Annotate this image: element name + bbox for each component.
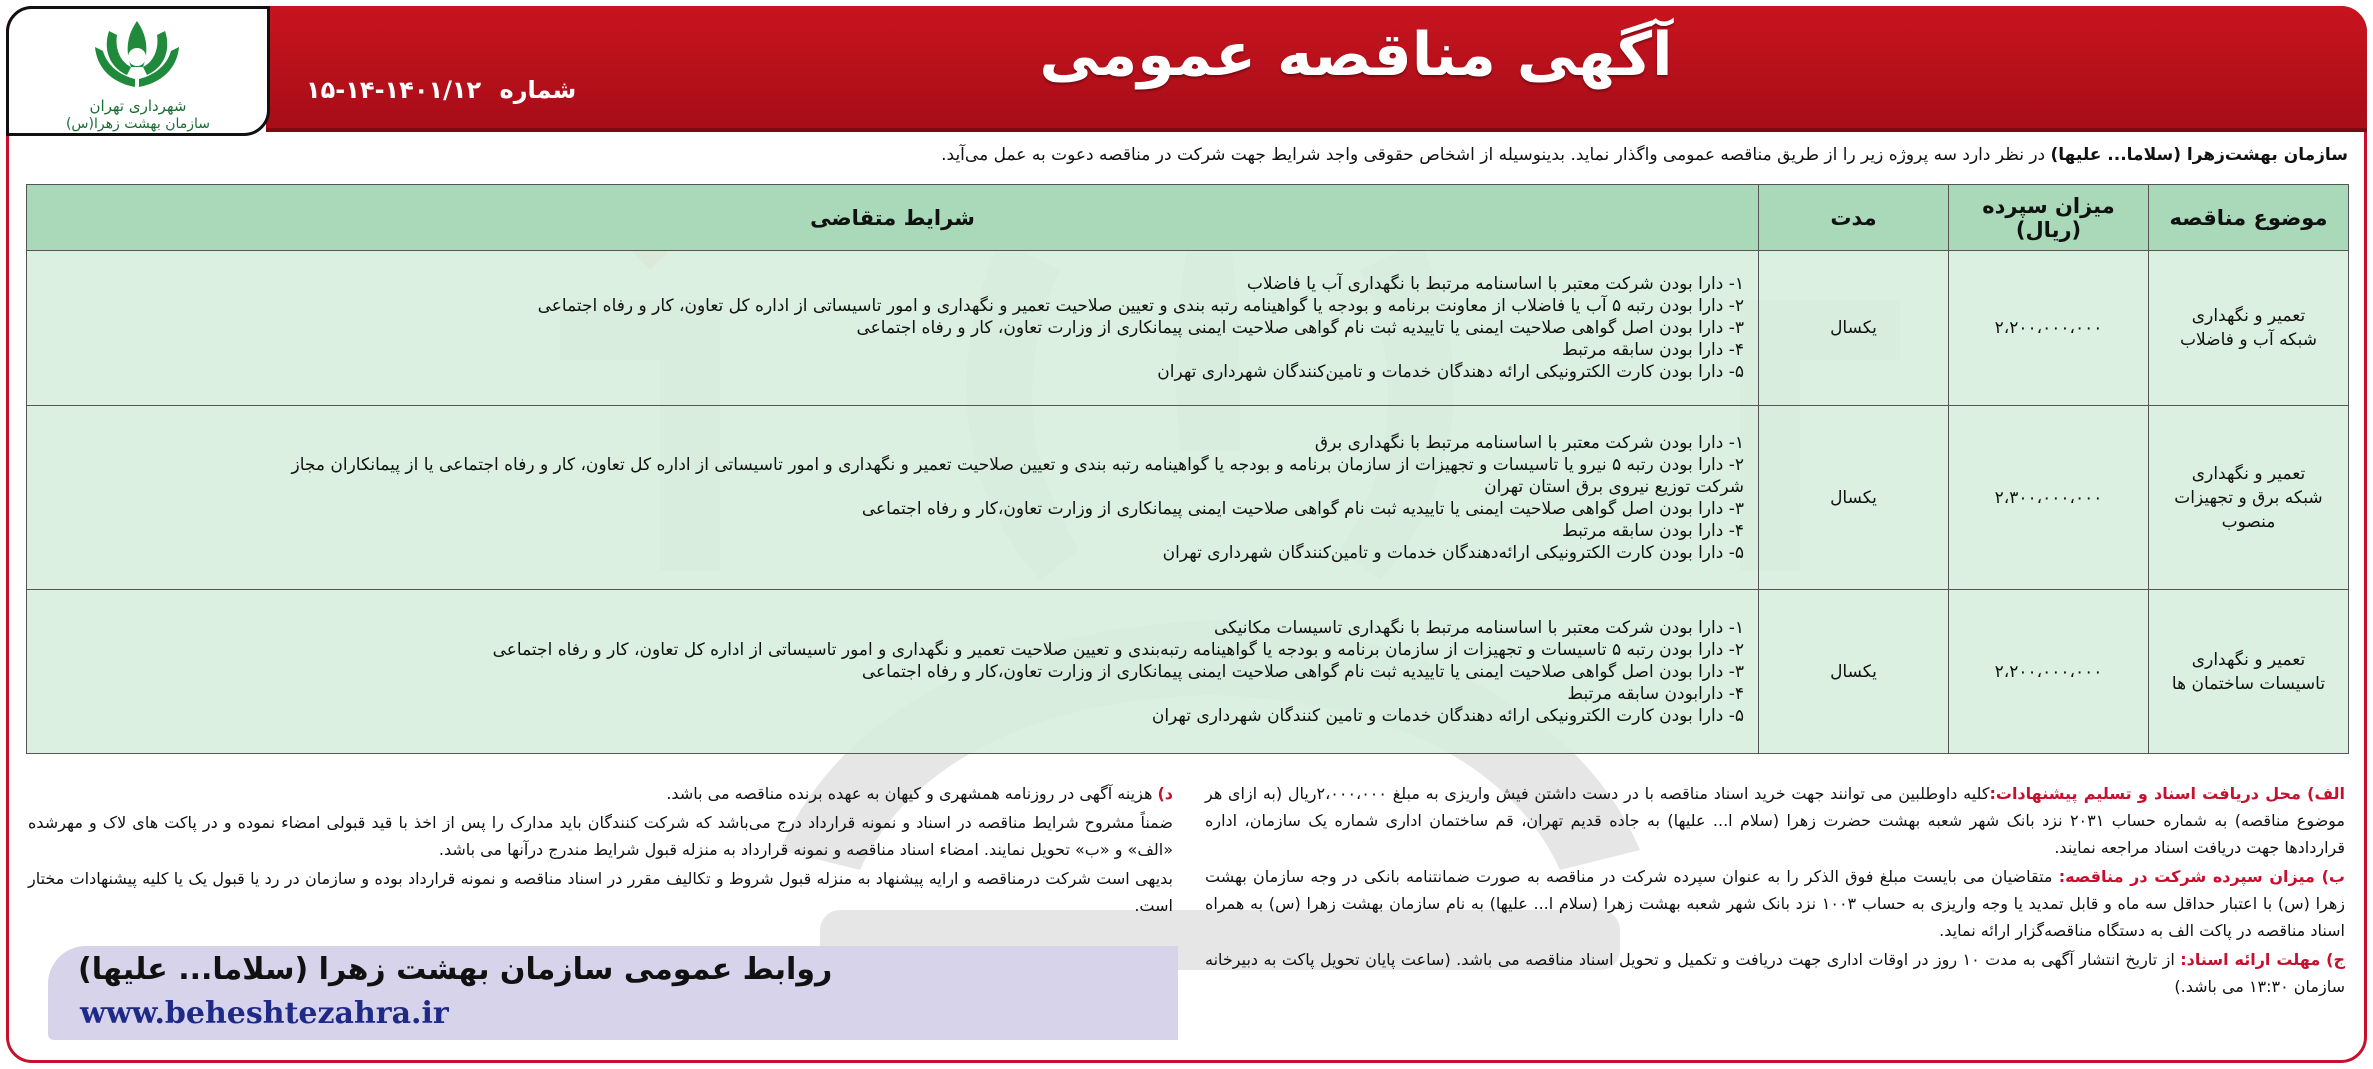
- condition-item: ۳- دارا بودن اصل گواهی صلاحیت ایمنی یا تاییدیه ثبت نام گواهی صلاحیت ایمنی پیمانکاری از وزارت تعاون،کار و رفاه اجتماعی: [861, 498, 1744, 519]
- notice-number: [306, 76, 576, 104]
- condition-item: ۱- دارا بودن شرکت معتبر با اساسنامه مرتبط با نگهداری آب یا فاضلاب: [1246, 274, 1744, 294]
- tulip-logo-icon: [87, 17, 187, 97]
- row-conditions: [27, 406, 1759, 590]
- header-subject: موضوع مناقصه: [2149, 185, 2349, 251]
- subject-line: شبکه آب و فاضلاب: [2180, 330, 2317, 350]
- table-row: [27, 251, 2349, 406]
- note-d: [28, 780, 1173, 807]
- subject-line: شبکه برق و تجهیزات منصوب: [2174, 487, 2323, 532]
- note-a: [1205, 780, 2345, 861]
- row-conditions: [27, 251, 1759, 406]
- org-logo-box: [6, 6, 270, 136]
- row-subject: [2149, 251, 2349, 406]
- header-conditions: شرایط متقاضی: [27, 185, 1759, 251]
- notice-number-label: شماره: [499, 76, 577, 104]
- condition-item: ۳- دارا بودن اصل گواهی صلاحیت ایمنی یا تاییدیه ثبت نام گواهی صلاحیت ایمنی پیمانکاری از وزارت تعاون، کار و رفاه اجتماعی: [856, 318, 1744, 338]
- condition-item: ۵- دارا بودن کارت الکترونیکی ارائه دهندگان خدمات و تامین‌کنندگان شهرداری تهران: [1157, 362, 1744, 382]
- intro-text: در نظر دارد سه پروژه زیر را از طریق مناقصه عمومی واگذار نماید. بدینوسیله از اشخاص حقوقی واجد شرایط جهت شرکت در مناقصه دعوت به عمل می‌آید.: [941, 145, 2051, 165]
- intro-paragraph: [48, 145, 2348, 165]
- note-d-text: هزینه آگهی در روزنامه همشهری و کیهان به عهده برنده مناقصه می باشد.: [666, 784, 1158, 803]
- header-deposit: میزان سپرده (ریال): [1949, 185, 2149, 251]
- condition-item: ۴- دارا بودن سابقه مرتبط: [1561, 520, 1744, 541]
- row-duration: یکسال: [1759, 251, 1949, 406]
- notes-left-column: [28, 780, 1173, 921]
- note-b: [1205, 863, 2345, 944]
- subject-line: تعمیر و نگهداری: [2191, 649, 2306, 670]
- note-c-text: از تاریخ انتشار آگهی به مدت ۱۰ روز در اوقات اداری جهت دریافت و تکمیل و تحویل اسناد مناقصه می باشد. (ساعت پایان تحویل پاکت به دبیرخانه سازمان ۱۳:۳۰ می باشد.): [1205, 950, 2345, 996]
- note-b-text: متقاضیان می بایست مبلغ فوق الذکر را به عنوان سپرده شرکت در مناقصه به صورت ضمانتنامه بانکی در وجه سازمان بهشت زهرا (س) با اعتبار حداقل سه ماه و قابل تمدید یا وجه واریزی به حساب ۱۰۰۳ نزد بانک شهر شعبه بهشت زهرا (سلام ا... علیها) به نام سازمان بهشت زهرا (س) به همراه اسناد مناقصه در پاکت الف به دستگاه مناقصه‌گزار ارائه نماید.: [1205, 867, 2346, 940]
- org-name-line1: شهرداری تهران: [89, 97, 187, 115]
- subject-line: تعمیر و نگهداری: [2191, 306, 2306, 326]
- condition-item: ۲- دارا بودن رتبه ۵ آب یا فاضلاب از معاونت برنامه و بودجه یا گواهینامه رتبه بندی و تعیین صلاحیت تعمیر و نگهداری و امور تاسیساتی از اداره کل تعاون، کار و رفاه اجتماعی: [537, 296, 1744, 316]
- header: [6, 6, 2367, 132]
- condition-item: شرکت توزیع نیروی برق استان تهران: [1484, 476, 1744, 497]
- intro-org-name: سازمان بهشت‌زهرا (سلاما... علیها): [2050, 145, 2348, 165]
- page-title: آگهی مناقصه عمومی: [1039, 20, 1673, 90]
- notice-number-value: ۱۴۰۱/۱۲-۱۴-۱۵: [306, 76, 482, 104]
- org-name-line2: سازمان بهشت زهرا(س): [65, 116, 211, 132]
- notes-right-column: [1205, 780, 2345, 1002]
- note-f: بدیهی است شرکت درمناقصه و ارایه پیشنهاد به منزله قبول شروط و تکالیف مقرر در اسناد مناقصه و نمونه قرارداد بوده و سازمان در رد یا قبول یک یا کلیه پیشنهادات مختار است.: [28, 869, 1173, 915]
- row-deposit: ۲،۳۰۰،۰۰۰،۰۰۰: [1949, 406, 2149, 590]
- note-d-label: د): [1157, 784, 1173, 803]
- note-c: [1205, 946, 2345, 1000]
- row-duration: یکسال: [1759, 590, 1949, 754]
- row-subject: [2149, 406, 2349, 590]
- row-conditions: [27, 590, 1759, 754]
- row-duration: یکسال: [1759, 406, 1949, 590]
- row-deposit: ۲،۲۰۰،۰۰۰،۰۰۰: [1949, 590, 2149, 754]
- row-subject: [2149, 590, 2349, 754]
- subject-line: تاسیسات ساختمان ها: [2171, 673, 2326, 694]
- footer-title: روابط عمومی سازمان بهشت زهرا (سلاما... علیها): [78, 952, 833, 987]
- header-duration: مدت: [1759, 185, 1949, 251]
- condition-item: ۲- دارا بودن رتبه ۵ نیرو یا تاسیسات و تجهیزات از سازمان برنامه و بودجه یا گواهینامه رتبه بندی و تعیین صلاحیت تعمیر و نگهداری و امور تاسیساتی از اداره کل تعاون، کار و رفاه اجتماعی یا از پیمانکاران مجاز: [291, 454, 1744, 475]
- note-a-text: کلیه داوطلبین می توانند جهت خرید اسناد مناقصه با در دست داشتن فیش واریزی به مبلغ ۲،۰۰۰،۰۰۰ریال (به ازای هر موضوع مناقصه) به شماره حساب ۲۰۳۱ نزد بانک شهر شعبه بهشت حضرت زهرا (سلام ا... علیها) به جاده قدیم تهران، قم ساختمان اداری شماره یک سازمان، اداره قراردادها جهت دریافت اسناد مراجعه نمایند.: [1205, 784, 2346, 857]
- condition-item: ۵- دارا بودن کارت الکترونیکی ارائه دهندگان خدمات و تامین کنندگان شهرداری تهران: [1151, 705, 1744, 726]
- table-header-row: [27, 185, 2349, 251]
- tender-table: [26, 184, 2349, 754]
- note-c-label: ج) مهلت ارائه اسناد:: [2180, 950, 2346, 969]
- condition-item: ۴- دارابودن سابقه مرتبط: [1567, 683, 1744, 704]
- subject-line: تعمیر و نگهداری: [2191, 463, 2306, 484]
- condition-item: ۲- دارا بودن رتبه ۵ تاسیسات و تجهیزات از سازمان برنامه و بودجه یا گواهینامه رتبه‌بندی و تعیین صلاحیت تعمیر و نگهداری و امور تاسیساتی از اداره کل تعاون، کار و رفاه اجتماعی: [492, 639, 1744, 660]
- note-a-label: الف) محل دریافت اسناد و تسلیم پیشنهادات:: [1989, 784, 2345, 803]
- condition-item: ۵- دارا بودن کارت الکترونیکی ارائه‌دهندگان خدمات و تامین‌کنندگان شهرداری تهران: [1162, 542, 1744, 563]
- table-row: [27, 590, 2349, 754]
- table-row: [27, 406, 2349, 590]
- note-e: ضمناً مشروح شرایط مناقصه در اسناد و نمونه قرارداد درج می‌باشد که شرکت کنندگان باید مدارک را پس از اخذ با قید قبولی امضاء نموده و در پاکت های لاک و مهرشده «الف» و «ب» تحویل نمایند. امضاء اسناد مناقصه و نمونه قرارداد به منزله قبول شرایط مندرج درآنها می باشد.: [28, 813, 1173, 859]
- condition-item: ۱- دارا بودن شرکت معتبر با اساسنامه مرتبط با نگهداری تاسیسات مکانیکی: [1214, 617, 1744, 638]
- condition-item: ۳- دارا بودن اصل گواهی صلاحیت ایمنی یا تاییدیه ثبت نام گواهی صلاحیت ایمنی پیمانکاری از وزارت تعاون،کار و رفاه اجتماعی: [861, 661, 1744, 682]
- row-deposit: ۲،۲۰۰،۰۰۰،۰۰۰: [1949, 251, 2149, 406]
- website-link[interactable]: www.beheshtezahra.ir: [80, 996, 449, 1031]
- condition-item: ۴- دارا بودن سابقه مرتبط: [1561, 340, 1744, 360]
- note-b-label: ب) میزان سپرده شرکت در مناقصه:: [2058, 867, 2345, 886]
- condition-item: ۱- دارا بودن شرکت معتبر با اساسنامه مرتبط با نگهداری برق: [1314, 432, 1744, 453]
